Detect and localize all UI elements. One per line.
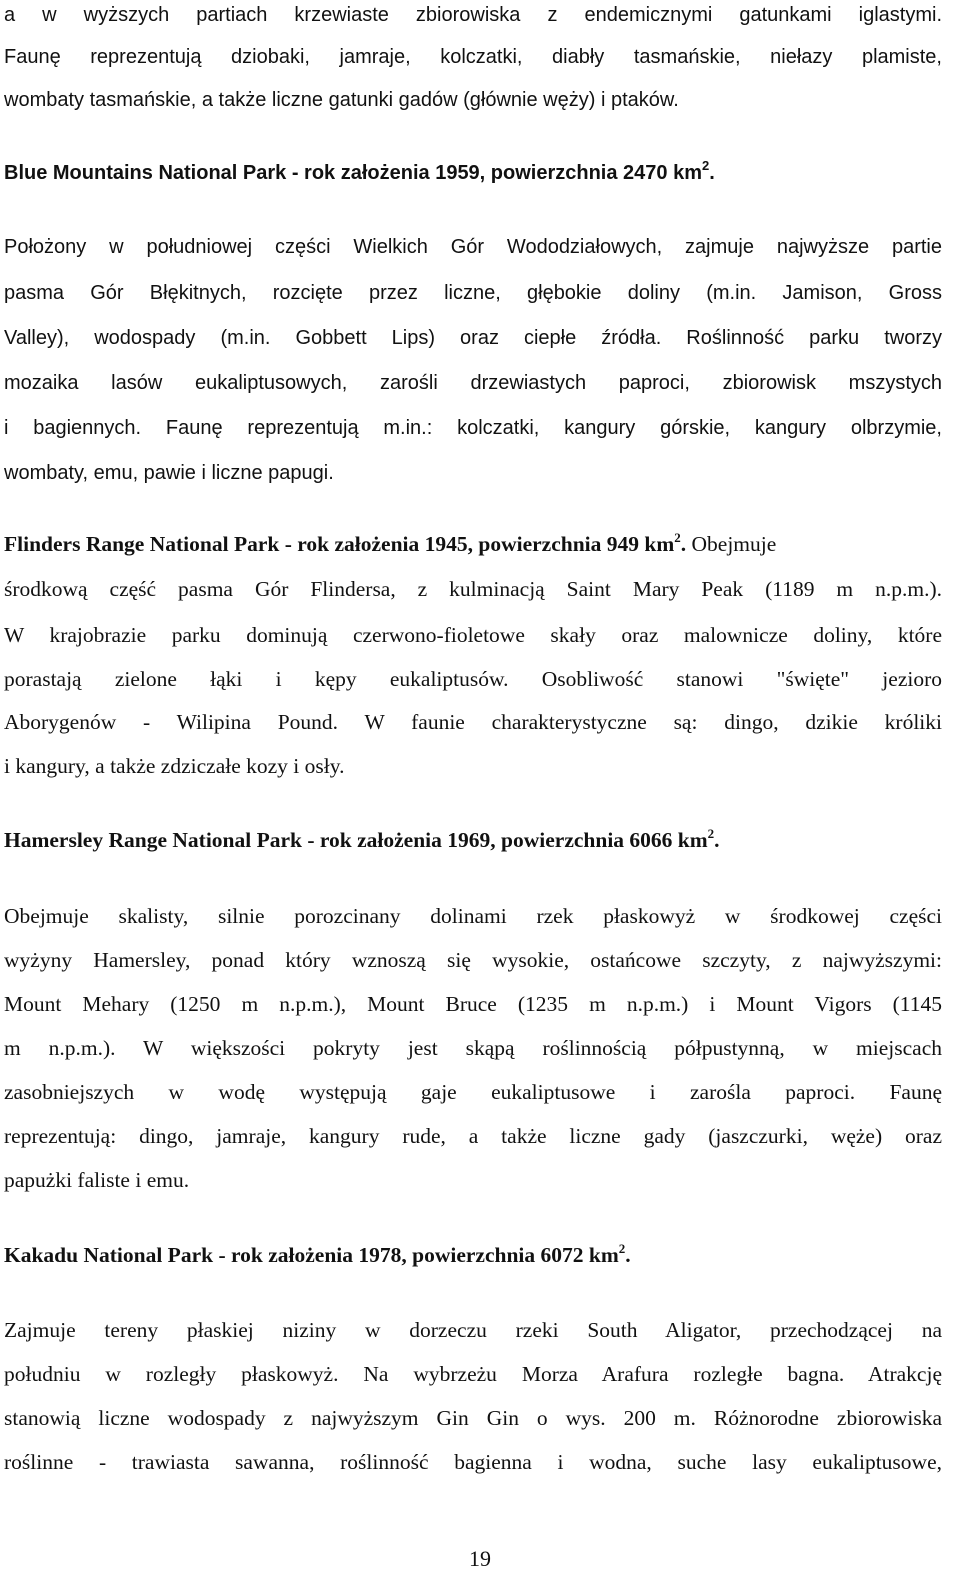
blue-mountains-line: Położony w południowej części Wielkich Gór Wododziałowych, zajmuje najwyższe partie xyxy=(4,236,942,258)
blue-mountains-line: i bagiennych. Faunę reprezentują m.in.: kolczatki, kangury górskie, kangury olbrzymie, xyxy=(4,417,942,439)
hamersley-line: papużki faliste i emu. xyxy=(4,1168,190,1192)
intro-line-1: a w wyższych partiach krzewiaste zbiorowiska z endemicznymi gatunkami iglastymi. xyxy=(4,4,942,26)
kakadu-heading: Kakadu National Park - rok założenia 1978, powierzchnia 6072 $km^2$. xyxy=(4,1241,631,1267)
intro-line-3: wombaty tasmańskie, a także liczne gatunki gadów (głównie węży) i ptaków. xyxy=(4,89,679,111)
flinders-line: porastają zielone łąki i kępy eukaliptusów. Osobliwość stanowi "święte" jezioro xyxy=(4,667,942,691)
blue-mountains-line: pasma Gór Błękitnych, rozcięte przez liczne, głębokie doliny (m.in. Jamison, Gross xyxy=(4,282,942,304)
blue-mountains-line: mozaika lasów eukaliptusowych, zarośli drzewiastych paproci, zbiorowisk mszystych xyxy=(4,372,942,394)
blue-mountains-heading: Blue Mountains National Park - rok założenia 1959, powierzchnia 2470 $km^2$. xyxy=(4,158,715,184)
hamersley-line: reprezentują: dingo, jamraje, kangury rude, a także liczne gady (jaszczurki, węże) oraz xyxy=(4,1124,942,1148)
hamersley-line: m n.p.m.). W większości pokryty jest skąpą roślinnością półpustynną, w miejscach xyxy=(4,1036,942,1060)
blue-mountains-line: wombaty, emu, pawie i liczne papugi. xyxy=(4,462,334,484)
kakadu-line: roślinne - trawiasta sawanna, roślinność bagienna i wodna, suche lasy eukaliptusowe, xyxy=(4,1450,942,1474)
hamersley-line: Obejmuje skalisty, silnie porozcinany dolinami rzek płaskowyż w środkowej części xyxy=(4,904,942,928)
page-number: 19 xyxy=(469,1546,491,1571)
flinders-heading: Flinders Range National Park - rok założenia 1945, powierzchnia 949 $km^2$. Obejmuje xyxy=(4,530,777,556)
blue-mountains-line: Valley), wodospady (m.in. Gobbett Lips) oraz ciepłe źródła. Roślinność parku tworzy xyxy=(4,327,942,349)
hamersley-line: Mount Mehary (1250 m n.p.m.), Mount Bruce (1235 m n.p.m.) i Mount Vigors (1145 xyxy=(4,992,942,1016)
flinders-line: środkową część pasma Gór Flindersa, z kulminacją Saint Mary Peak (1189 m n.p.m.). xyxy=(4,577,942,601)
hamersley-line: zasobniejszych w wodę występują gaje eukaliptusowe i zarośla paproci. Faunę xyxy=(4,1080,942,1104)
flinders-line: i kangury, a także zdziczałe kozy i osły. xyxy=(4,754,345,778)
kakadu-line: południu w rozległy płaskowyż. Na wybrzeżu Morza Arafura rozległe bagna. Atrakcję xyxy=(4,1362,942,1386)
intro-line-2: Faunę reprezentują dziobaki, jamraje, kolczatki, diabły tasmańskie, niełazy plamiste, xyxy=(4,46,942,68)
kakadu-line: stanowią liczne wodospady z najwyższym Gin Gin o wys. 200 m. Różnorodne zbiorowiska xyxy=(4,1406,942,1430)
hamersley-heading: Hamersley Range National Park - rok założenia 1969, powierzchnia 6066 $km^2$. xyxy=(4,826,720,852)
flinders-line: W krajobrazie parku dominują czerwono-fioletowe skały oraz malownicze doliny, które xyxy=(4,623,942,647)
hamersley-line: wyżyny Hamersley, ponad który wznoszą się wysokie, ostańcowe szczyty, z najwyższymi: xyxy=(4,948,942,972)
flinders-line: Aborygenów - Wilipina Pound. W faunie charakterystyczne są: dingo, dzikie króliki xyxy=(4,710,942,734)
kakadu-line: Zajmuje tereny płaskiej niziny w dorzeczu rzeki South Aligator, przechodzącej na xyxy=(4,1318,942,1342)
